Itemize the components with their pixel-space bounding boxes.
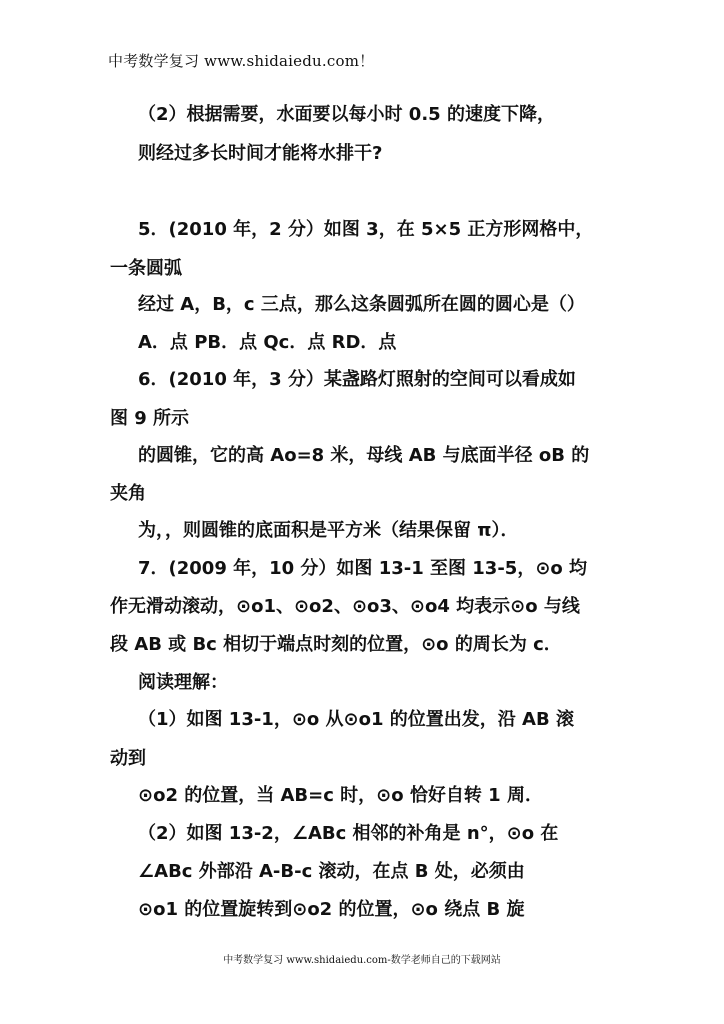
text-line: 一条圆弧 (110, 258, 182, 279)
text-line: （1）如图 13-1，⊙o 从⊙o1 的位置出发，沿 AB 滚 (138, 709, 574, 730)
text-line: 7．(2009 年，10 分）如图 13-1 至图 13-5，⊙o 均 (138, 558, 588, 579)
text-line: 作无滑动滚动，⊙o1、⊙o2、⊙o3、⊙o4 均表示⊙o 与线 (110, 596, 580, 617)
text-line: 经过 A，B，c 三点，那么这条圆弧所在圆的圆心是（） (138, 294, 585, 315)
text-line: （2）根据需要，水面要以每小时 0.5 的速度下降， (138, 104, 555, 125)
text-line: （2）如图 13-2，∠ABc 相邻的补角是 n°，⊙o 在 (138, 823, 559, 844)
page-footer: 中考数学复习 www.shidaiedu.com-数学老师自己的下载网站 (223, 955, 501, 966)
text-line: 的圆锥，它的高 Ao=8 米，母线 AB 与底面半径 oB 的 (138, 445, 590, 466)
text-line: 5．(2010 年，2 分）如图 3，在 5×5 正方形网格中， (138, 219, 594, 240)
text-line: 阅读理解： (138, 672, 228, 693)
text-line: 为，，则圆锥的底面积是平方米（结果保留 π）． (138, 520, 519, 541)
text-line: 段 AB 或 Bc 相切于端点时刻的位置，⊙o 的周长为 c． (110, 634, 562, 655)
page-header: 中考数学复习 www.shidaiedu.com！ (108, 52, 375, 70)
text-line: ∠ABc 外部沿 A-B-c 滚动，在点 B 处，必须由 (138, 861, 525, 882)
text-line: A．点 PB．点 Qc．点 RD．点 (138, 332, 397, 353)
text-line: 图 9 所示 (110, 408, 190, 429)
text-line: 夹角 (110, 483, 146, 504)
text-line: ⊙o1 的位置旋转到⊙o2 的位置，⊙o 绕点 B 旋 (138, 899, 525, 920)
text-line: ⊙o2 的位置，当 AB=c 时，⊙o 恰好自转 1 周． (138, 785, 543, 806)
text-line: 动到 (110, 748, 146, 769)
text-line: 则经过多长时间才能将水排干? (138, 143, 383, 164)
text-line: 6．(2010 年，3 分）某盏路灯照射的空间可以看成如 (138, 369, 576, 390)
